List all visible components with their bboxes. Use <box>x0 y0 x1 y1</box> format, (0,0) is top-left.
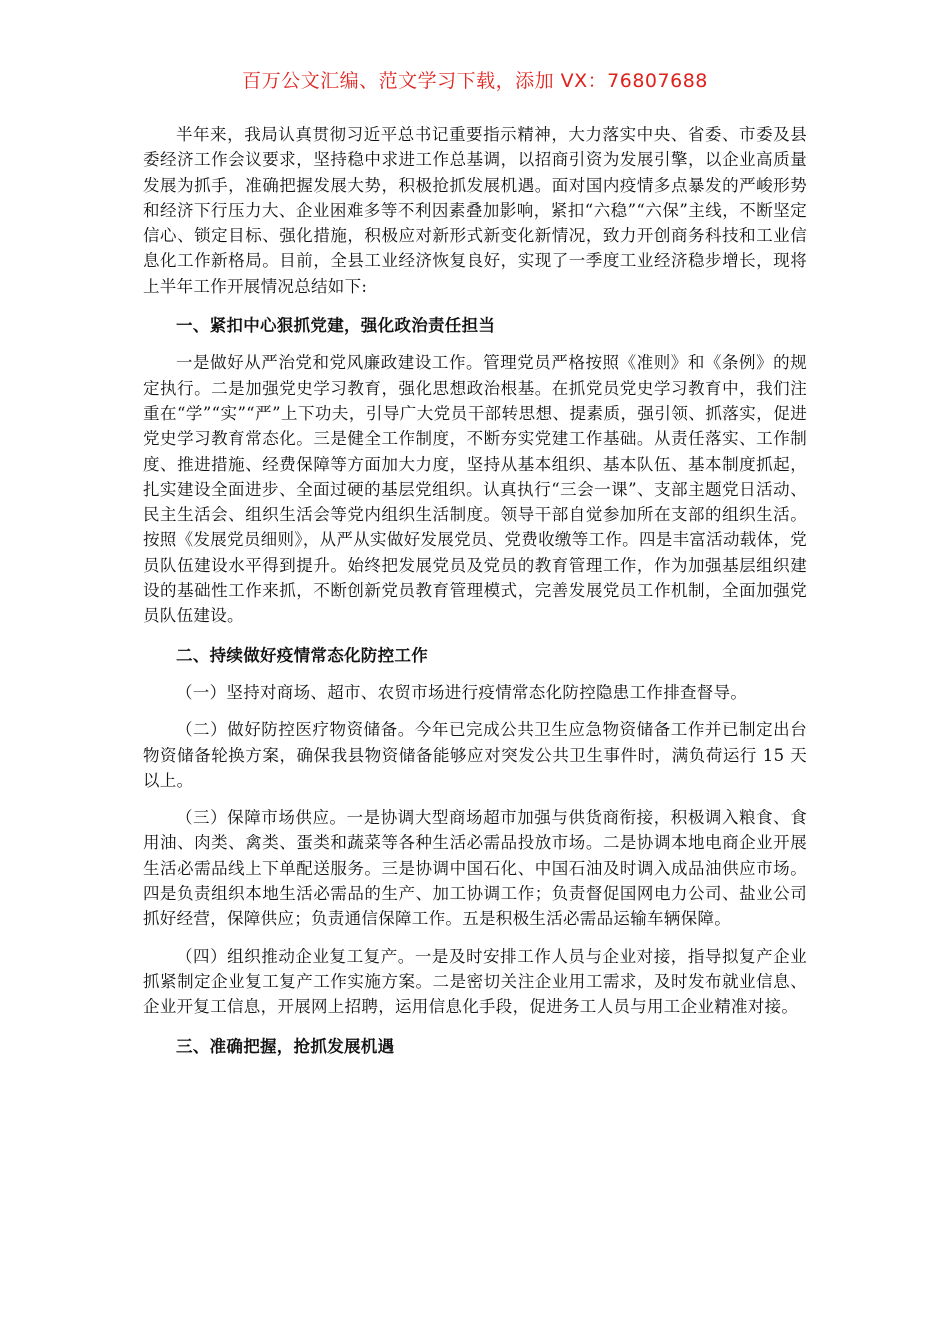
spacer <box>143 338 807 350</box>
section-2-item-1: （一）坚持对商场、超市、农贸市场进行疫情常态化防控隐患工作排查督导。 <box>176 682 748 702</box>
section-1-heading: 一、紧扣中心狠抓党建，强化政治责任担当 <box>176 316 496 336</box>
spacer <box>143 668 807 680</box>
header-banner: 百万公文汇编、范文学习下载，添加 VX：76807688 <box>242 70 708 92</box>
section-2-heading: 二、持续做好疫情常态化防控工作 <box>176 645 428 665</box>
spacer <box>143 629 807 643</box>
spacer <box>143 1020 807 1034</box>
section-2-item-2: （二）做好防控医疗物资储备。今年已完成公共卫生应急物资储备工作并已制定出台物资储备轮换方案，确保我县物资储备能够应对突发公共卫生事件时，满负荷运行 15 天以上。 <box>143 720 807 790</box>
intro-paragraph: 半年来，我局认真贯彻习近平总书记重要指示精神，大力落实中央、省委、市委及县委经济工作会议要求，坚持稳中求进工作总基调，以招商引资为发展引擎，以企业高质量发展为抓手，准确把握发展大势，积极抢抓发展机遇。面对国内疫情多点暴发的严峻形势和经济下行压力大、企业困难多等不利因素叠加影响，紧扣“六稳”“六保”主线，不断坚定信心、锁定目标、强化措施，积极应对新形式新变化新情况，致力开创商务科技和工业信息化工作新格局。目前，全县工业经济恢复良好，实现了一季度工业经济稳步增长，现将上半年工作开展情况总结如下: <box>143 125 807 296</box>
spacer <box>143 299 807 313</box>
document-body <box>143 122 807 1059</box>
section-2-item-3: （三）保障市场供应。一是协调大型商场超市加强与供货商衔接，积极调入粮食、食用油、肉类、禽类、蛋类和蔬菜等各种生活必需品投放市场。二是协调本地电商企业开展生活必需品线上下单配送服务。三是协调中国石化、中国石油及时调入成品油供应市场。四是负责组织本地生活必需品的生产、加工协调工作；负责督促国网电力公司、盐业公司抓好经营，保障供应；负责通信保障工作。五是积极生活必需品运输车辆保障。 <box>143 808 807 929</box>
section-2-item-4: （四）组织推动企业复工复产。一是及时安排工作人员与企业对接，指导拟复产企业抓紧制定企业复工复产工作实施方案。二是密切关注企业用工需求，及时发布就业信息、企业开复工信息，开展网上招聘，运用信息化手段，促进务工人员与用工企业精准对接。 <box>143 946 807 1017</box>
spacer <box>143 932 807 944</box>
section-1-paragraph: 一是做好从严治党和党风廉政建设工作。管理党员严格按照《准则》和《条例》的规定执行。二是加强党史学习教育，强化思想政治根基。在抓党员党史学习教育中，我们注重在“学”“实”“严”上下功夫，引导广大党员干部转思想、提素质，强引领、抓落实，促进党史学习教育常态化。三是健全工作制度，不断夯实党建工作基础。从责任落实、工作制度、推进措施、经费保障等方面加大力度，坚持从基本组织、基本队伍、基本制度抓起，扎实建设全面进步、全面过硬的基层党组织。认真执行“三会一课”、支部主题党日活动、民主生活会、组织生活会等党内组织生活制度。领导干部自觉参加所在支部的组织生活。按照《发展党员细则》，从严从实做好发展党员、党费收缴等工作。四是丰富活动载体，党员队伍建设水平得到提升。始终把发展党员及党员的教育管理工作，作为加强基层组织建设的基础性工作来抓，不断创新党员教育管理模式，完善发展党员工作机制，全面加强党员队伍建设。 <box>143 353 807 626</box>
section-3-heading: 三、准确把握，抢抓发展机遇 <box>176 1036 395 1056</box>
spacer <box>143 793 807 805</box>
spacer <box>143 705 807 717</box>
